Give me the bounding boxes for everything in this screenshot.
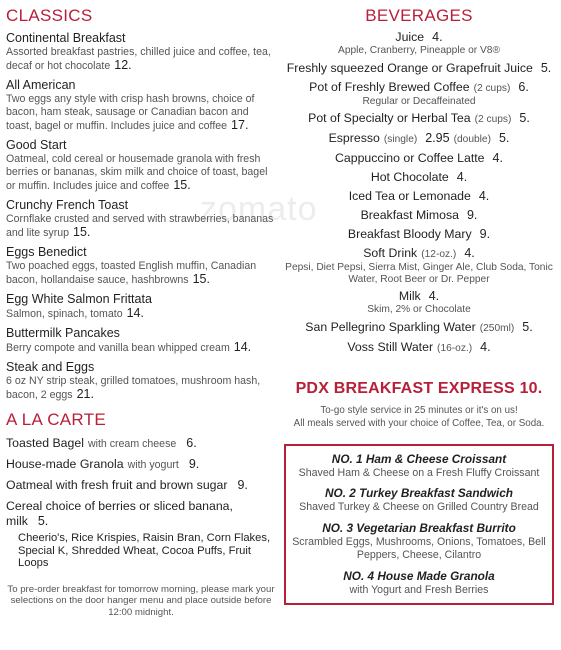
item-description <box>6 46 276 73</box>
item-description: with yogurt <box>127 459 179 471</box>
beverage-size: (single) <box>383 134 418 145</box>
classics-list <box>6 31 276 402</box>
item-name: Oatmeal with fresh fruit and brown sugar <box>6 478 228 492</box>
menu-item <box>6 326 276 355</box>
item-price: 14. <box>233 340 252 354</box>
beverage-name: Hot Chocolate <box>370 170 449 184</box>
beverage-item <box>280 227 558 242</box>
item-description-text: Cornflake crusted and served with strawberries, bananas and lite syrup <box>6 213 274 239</box>
beverages-heading: BEVERAGES <box>365 6 473 25</box>
menu-item <box>6 78 276 133</box>
pdx-express-heading <box>280 380 558 398</box>
beverage-price: 4. <box>478 189 490 203</box>
beverage-name: Breakfast Mimosa <box>360 208 459 222</box>
item-price: 9. <box>188 457 200 471</box>
item-description-text: 6 oz NY strip steak, grilled tomatoes, mushroom hash, bacon, 2 eggs <box>6 375 261 401</box>
pdx-title: PDX BREAKFAST EXPRESS <box>295 379 515 397</box>
beverage-options: Pepsi, Diet Pepsi, Sierra Mist, Ginger Ale, Club Soda, Tonic Water, Root Beer or Dr. Pepper <box>285 262 553 285</box>
beverage-price: 9. <box>479 227 491 241</box>
beverage-name: Freshly squeezed Orange or Grapefruit Juice <box>286 60 533 75</box>
item-description-text: Berry compote and vanilla bean whipped cream <box>6 342 230 354</box>
item-description-text: Oatmeal, cold cereal or housemade granola with fresh berries or bananas, skim milk and choice of toast, bagel or muffin. Includes juice and coffee <box>6 153 268 192</box>
item-price: 5. <box>37 514 49 528</box>
beverage-price: 4. <box>428 289 440 303</box>
item-price: 21. <box>76 387 94 401</box>
pdx-menu-box <box>284 444 554 606</box>
menu-item <box>6 31 276 73</box>
beverage-price: 4. <box>492 151 503 165</box>
item-description-text: Two eggs any style with crisp hash browns, choice of bacon, ham steak, sausage or Canadian bacon and toast, bagel or muffin. Includes juice and coffee <box>6 93 255 132</box>
menu-item <box>6 198 276 240</box>
item-price: 15. <box>192 272 210 286</box>
a-la-carte-item <box>6 499 276 529</box>
beverage-name: Voss Still Water <box>347 339 434 354</box>
beverage-item <box>280 30 558 57</box>
item-description <box>6 375 276 402</box>
item-price: 14. <box>126 306 144 320</box>
beverage-name: Pot of Freshly Brewed Coffee <box>309 79 470 94</box>
item-description <box>6 153 276 193</box>
beverage-price: 5. <box>522 319 533 334</box>
beverage-item <box>280 289 558 316</box>
beverage-price: 2.95 <box>425 131 450 145</box>
left-column <box>6 0 276 618</box>
item-description <box>6 260 276 287</box>
item-description <box>6 93 276 133</box>
item-description <box>6 213 276 240</box>
item-description <box>6 307 276 321</box>
beverage-name: Juice <box>395 30 425 44</box>
preorder-note: To pre-order breakfast for tomorrow morning, please mark your selections on the door hanger menu and place outside before 12:00 midnight. <box>7 583 275 618</box>
a-la-carte-list <box>6 436 276 529</box>
item-name: Egg White Salmon Frittata <box>6 292 152 306</box>
beverage-item <box>280 189 558 204</box>
beverage-price: 4. <box>464 246 475 260</box>
item-name: Steak and Eggs <box>6 360 95 374</box>
menu-item <box>6 245 276 287</box>
beverage-item <box>280 61 558 76</box>
item-name: Good Start <box>6 138 67 152</box>
beverage-name: Soft Drink <box>363 246 418 260</box>
item-price: 6. <box>186 436 197 450</box>
pdx-item-description: Shaved Turkey & Cheese on Grilled Country Bread <box>299 501 539 513</box>
cereal-choices: Cheerio's, Rice Krispies, Raisin Bran, Corn Flakes, Special K, Shredded Wheat, Cocoa Puffs, Fruit Loops <box>18 532 271 569</box>
item-price: 15. <box>73 225 91 239</box>
beverage-name: Pot of Specialty or Herbal Tea <box>308 111 471 125</box>
beverage-size: (2 cups) <box>473 82 511 94</box>
beverage-price: 4. <box>432 30 443 44</box>
menu-item <box>6 292 276 321</box>
beverage-name: Milk <box>398 289 421 303</box>
beverage-name: San Pellegrino Sparkling Water <box>305 319 476 334</box>
beverage-item <box>280 340 558 356</box>
beverage-size: (2 cups) <box>474 114 512 125</box>
item-price: 15. <box>173 178 191 192</box>
pdx-guarantee: To-go style service in 25 minutes or it's on us! <box>320 404 518 416</box>
beverage-price: 4. <box>456 170 468 184</box>
pdx-drinks-note: All meals served with your choice of Coffee, Tea, or Soda. <box>293 417 545 429</box>
beverage-size: (250ml) <box>479 322 515 334</box>
item-name: Continental Breakfast <box>6 31 126 45</box>
beverage-item <box>280 80 558 108</box>
item-description-text: Salmon, spinach, tomato <box>6 308 123 320</box>
item-name: Buttermilk Pancakes <box>6 326 120 340</box>
beverage-item <box>280 111 558 127</box>
item-price: 17. <box>231 118 249 132</box>
beverage-price: 4. <box>480 339 491 354</box>
menu-item <box>6 138 276 193</box>
menu-item <box>6 360 276 402</box>
beverage-price: 5. <box>519 111 530 125</box>
item-name: Crunchy French Toast <box>6 198 129 212</box>
beverage-item <box>280 246 558 285</box>
beverage-size: (16-oz.) <box>437 342 473 354</box>
beverage-item <box>280 208 558 223</box>
a-la-carte-item <box>6 436 276 451</box>
a-la-carte-item <box>6 478 276 493</box>
pdx-item-title: NO. 4 House Made Granola <box>343 568 495 583</box>
item-name: Eggs Benedict <box>6 245 87 259</box>
beverage-item <box>280 320 558 336</box>
beverage-name: Breakfast Bloody Mary <box>347 227 472 241</box>
item-name: Toasted Bagel <box>6 436 84 450</box>
item-price: 12. <box>114 58 132 72</box>
a-la-carte-item <box>6 457 276 472</box>
classics-heading: CLASSICS <box>6 6 93 25</box>
pdx-item-description: Shaved Ham & Cheese on a Fresh Fluffy Croissant <box>298 466 540 479</box>
beverage-size-double: (double) <box>453 134 491 145</box>
item-description <box>6 341 276 355</box>
beverage-options: Skim, 2% or Chocolate <box>367 304 471 315</box>
beverage-size: (12-oz.) <box>421 249 457 260</box>
a-la-carte-heading: A LA CARTE <box>6 410 107 429</box>
pdx-item-title: NO. 2 Turkey Breakfast Sandwich <box>325 486 513 500</box>
beverage-price-double: 5. <box>498 131 510 145</box>
beverages-list <box>280 30 558 356</box>
beverage-price: 5. <box>540 60 552 75</box>
beverage-name: Espresso <box>328 131 380 145</box>
beverage-name: Iced Tea or Lemonade <box>348 189 471 203</box>
beverage-name: Cappuccino or Coffee Latte <box>335 151 485 165</box>
item-price: 9. <box>237 478 248 492</box>
beverage-item <box>280 151 558 166</box>
beverage-options: Apple, Cranberry, Pineapple or V8® <box>338 45 500 56</box>
item-description-text: Two poached eggs, toasted English muffin, Canadian bacon, hollandaise sauce, hashbrowns <box>6 260 257 286</box>
pdx-item-title: NO. 3 Vegetarian Breakfast Burrito <box>322 520 516 535</box>
pdx-item-description: Scrambled Eggs, Mushrooms, Onions, Tomatoes, Bell Peppers, Cheese, Cilantro <box>292 535 546 561</box>
item-name: House-made Granola <box>6 457 124 471</box>
right-column <box>280 0 558 605</box>
watermark-logo: zomato <box>200 190 318 228</box>
pdx-price: 10. <box>519 379 543 397</box>
beverage-item <box>280 131 558 147</box>
item-description-text: Assorted breakfast pastries, chilled juice and coffee, tea, decaf or hot chocolate <box>6 46 271 72</box>
beverage-options: Regular or Decaffeinated <box>362 95 476 107</box>
item-name: All American <box>6 78 76 92</box>
pdx-item-title: NO. 1 Ham & Cheese Croissant <box>331 451 507 466</box>
beverage-price: 9. <box>466 208 478 222</box>
item-name: Cereal choice of berries or sliced banana, milk <box>6 499 233 528</box>
beverage-item <box>280 170 558 185</box>
beverage-price: 6. <box>518 79 529 94</box>
pdx-item-description: with Yogurt and Fresh Berries <box>349 583 489 596</box>
item-description: with cream cheese <box>87 438 177 450</box>
